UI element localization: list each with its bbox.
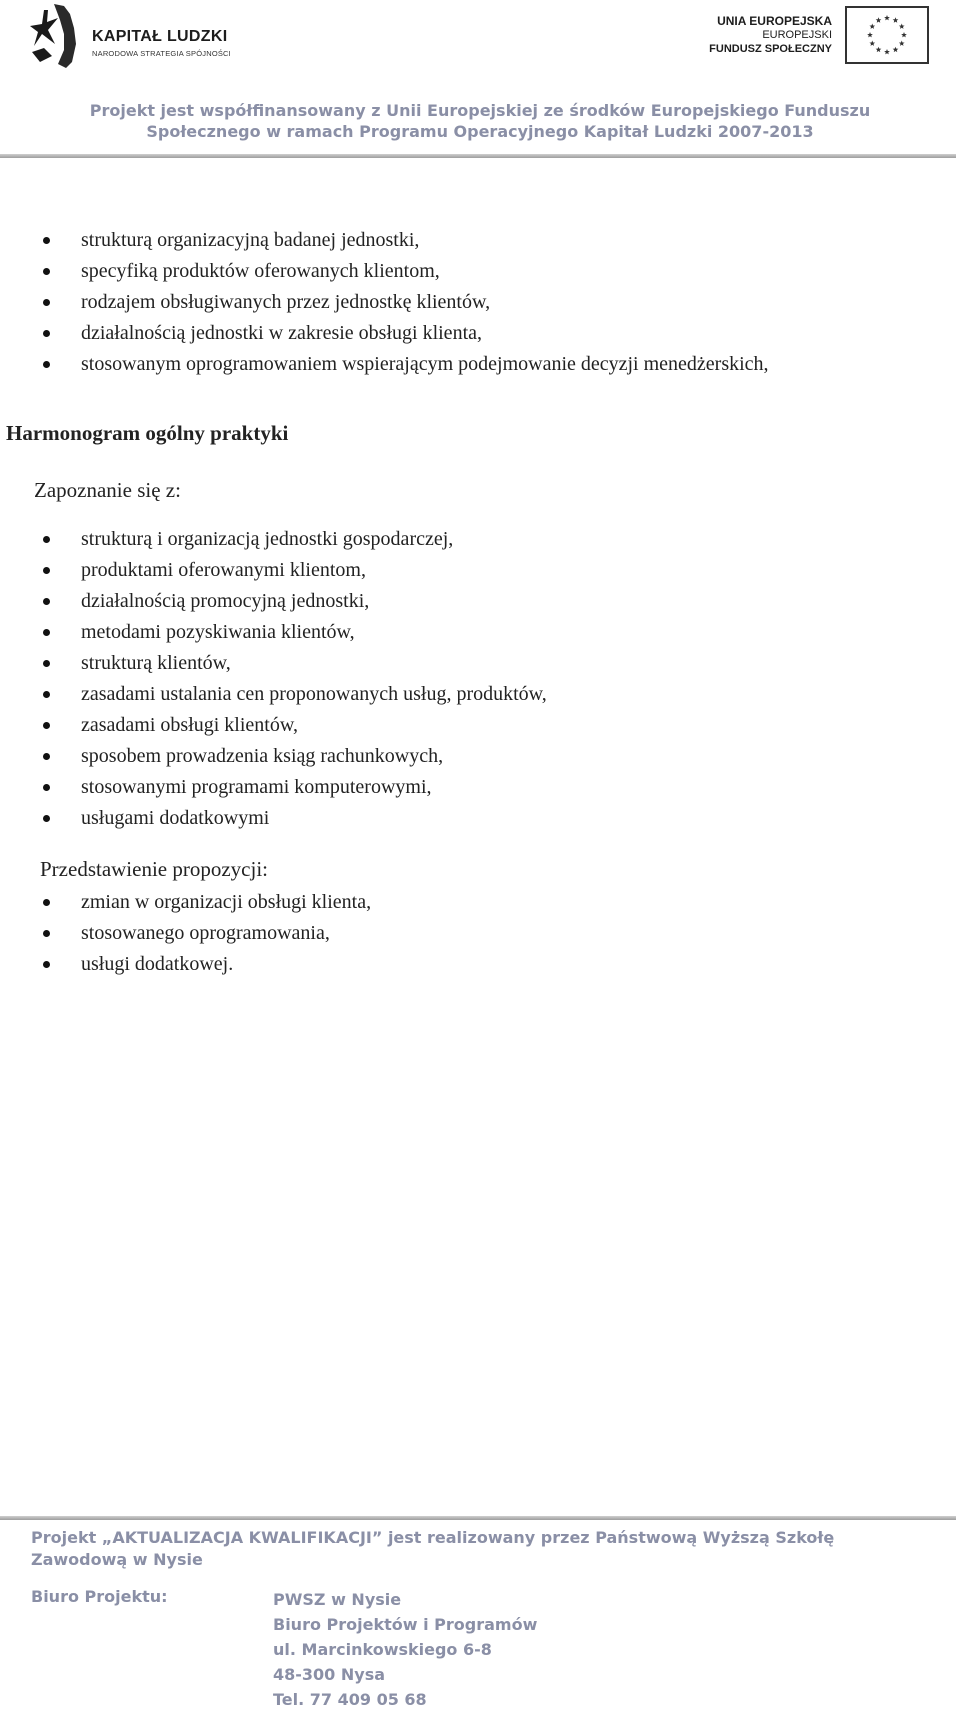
eu-star-icon — [884, 49, 890, 54]
list-item-text: sposobem prowadzenia ksiąg rachunkowych, — [81, 745, 444, 767]
list-item-text: działalnością jednostki w zakresie obsługi klienta, — [81, 322, 482, 344]
office-address-line: ul. Marcinkowskiego 6-8 — [273, 1640, 492, 1659]
list-item — [0, 287, 769, 318]
list-item-text: rodzajem obsługiwanych przez jednostkę klientów, — [81, 291, 491, 313]
eu-flag-icon — [847, 8, 927, 62]
bullet-icon — [43, 815, 50, 822]
list-item — [0, 679, 547, 710]
office-label: Biuro Projektu: — [31, 1587, 168, 1606]
eu-star-icon — [876, 17, 882, 22]
bullet-icon — [43, 629, 50, 636]
list-top — [0, 225, 769, 380]
list-item-text: strukturą organizacyjną badanej jednostki, — [81, 229, 420, 251]
office-address-line: Tel. 77 409 05 68 — [273, 1690, 427, 1709]
list-item-text: stosowanym oprogramowaniem wspierającym podejmowanie decyzji menedżerskich, — [81, 353, 769, 375]
eu-star-icon — [869, 24, 875, 29]
eu-star-icon — [884, 15, 890, 20]
bullet-icon — [43, 361, 50, 368]
list-item-text: strukturą klientów, — [81, 652, 231, 674]
kapital-ludzki-logo-icon — [30, 4, 90, 70]
cofinancing-line-2: Społecznego w ramach Programu Operacyjnego Kapitał Ludzki 2007-2013 — [146, 122, 814, 141]
section-heading: Harmonogram ogólny praktyki — [6, 421, 289, 445]
list-item — [0, 524, 547, 555]
list-item — [0, 349, 769, 380]
bullet-icon — [43, 330, 50, 337]
list-item — [0, 318, 769, 349]
list-item-text: specyfiką produktów oferowanych klientom, — [81, 260, 440, 282]
eu-label-line2: EUROPEJSKI — [762, 29, 832, 41]
list-item-text: zasadami obsługi klientów, — [81, 714, 298, 736]
footer-project-note — [31, 1527, 951, 1571]
bullet-icon — [43, 299, 50, 306]
list-item — [0, 741, 547, 772]
bullet-icon — [43, 237, 50, 244]
list-item — [0, 772, 547, 803]
office-address — [273, 1587, 537, 1712]
bullet-icon — [43, 660, 50, 667]
eu-label-line3: FUNDUSZ SPOŁECZNY — [709, 43, 832, 55]
bullet-icon — [43, 784, 50, 791]
intro-label: Zapoznanie się z: — [34, 478, 181, 502]
bullet-icon — [43, 722, 50, 729]
eu-star-icon — [901, 32, 907, 37]
bullet-icon — [43, 691, 50, 698]
office-address-line: Biuro Projektów i Programów — [273, 1615, 538, 1634]
office-address-line: 48-300 Nysa — [273, 1665, 386, 1684]
list-item-text: strukturą i organizacją jednostki gospodarczej, — [81, 528, 454, 550]
list-item — [0, 918, 371, 949]
footer-divider — [0, 1516, 956, 1520]
list-item-text: usługi dodatkowej. — [81, 953, 234, 975]
list-item-text: zasadami ustalania cen proponowanych usług, produktów, — [81, 683, 547, 705]
kapital-ludzki-title: KAPITAŁ LUDZKI — [92, 28, 228, 45]
list-item-text: stosowanego oprogramowania, — [81, 922, 330, 944]
bullet-icon — [43, 536, 50, 543]
list-item-text: zmian w organizacji obsługi klienta, — [81, 891, 372, 913]
list-item-text: produktami oferowanymi klientom, — [81, 559, 366, 581]
list-item — [0, 710, 547, 741]
bullet-icon — [43, 961, 50, 968]
list-item — [0, 555, 547, 586]
footer-line-1: Projekt „AKTUALIZACJA KWALIFIKACJI” jest realizowany przez Państwową Wyższą Szkołę — [31, 1528, 835, 1547]
list-item-text: działalnością promocyjną jednostki, — [81, 590, 370, 612]
list-item — [0, 617, 547, 648]
bullet-icon — [43, 598, 50, 605]
eu-star-icon — [899, 41, 905, 46]
cofinancing-line-1: Projekt jest współfinansowany z Unii Europejskiej ze środków Europejskiego Funduszu — [89, 101, 871, 120]
cofinancing-note — [0, 100, 960, 142]
list-proposal — [0, 887, 371, 980]
eu-fund-label — [709, 14, 832, 56]
bullet-icon — [43, 753, 50, 760]
eu-label-line1: UNIA EUROPEJSKA — [717, 14, 832, 28]
eu-star-icon — [893, 47, 899, 52]
eu-star-icon — [867, 32, 873, 37]
proposal-label: Przedstawienie propozycji: — [40, 857, 269, 881]
list-item — [0, 648, 547, 679]
page-header — [0, 0, 960, 160]
eu-star-icon — [899, 24, 905, 29]
kapital-ludzki-subtitle: NARODOWA STRATEGIA SPÓJNOŚCI — [92, 49, 231, 58]
bullet-icon — [43, 930, 50, 937]
eu-star-icon — [876, 47, 882, 52]
list-item — [0, 887, 371, 918]
list-item — [0, 256, 769, 287]
eu-flag — [845, 6, 929, 64]
list-item-text: stosowanymi programami komputerowymi, — [81, 776, 432, 798]
list-item-text: metodami pozyskiwania klientów, — [81, 621, 355, 643]
list-intro — [0, 524, 547, 834]
bullet-icon — [43, 268, 50, 275]
eu-star-icon — [869, 41, 875, 46]
footer-line-2: Zawodową w Nysie — [31, 1550, 203, 1569]
list-item — [0, 586, 547, 617]
office-address-line: PWSZ w Nysie — [273, 1590, 402, 1609]
bullet-icon — [43, 567, 50, 574]
eu-star-icon — [893, 17, 899, 22]
header-divider — [0, 154, 956, 158]
list-item — [0, 803, 547, 834]
list-item — [0, 225, 769, 256]
list-item-text: usługami dodatkowymi — [81, 807, 270, 829]
list-item — [0, 949, 371, 980]
kapital-ludzki-logo — [30, 4, 290, 70]
bullet-icon — [43, 899, 50, 906]
